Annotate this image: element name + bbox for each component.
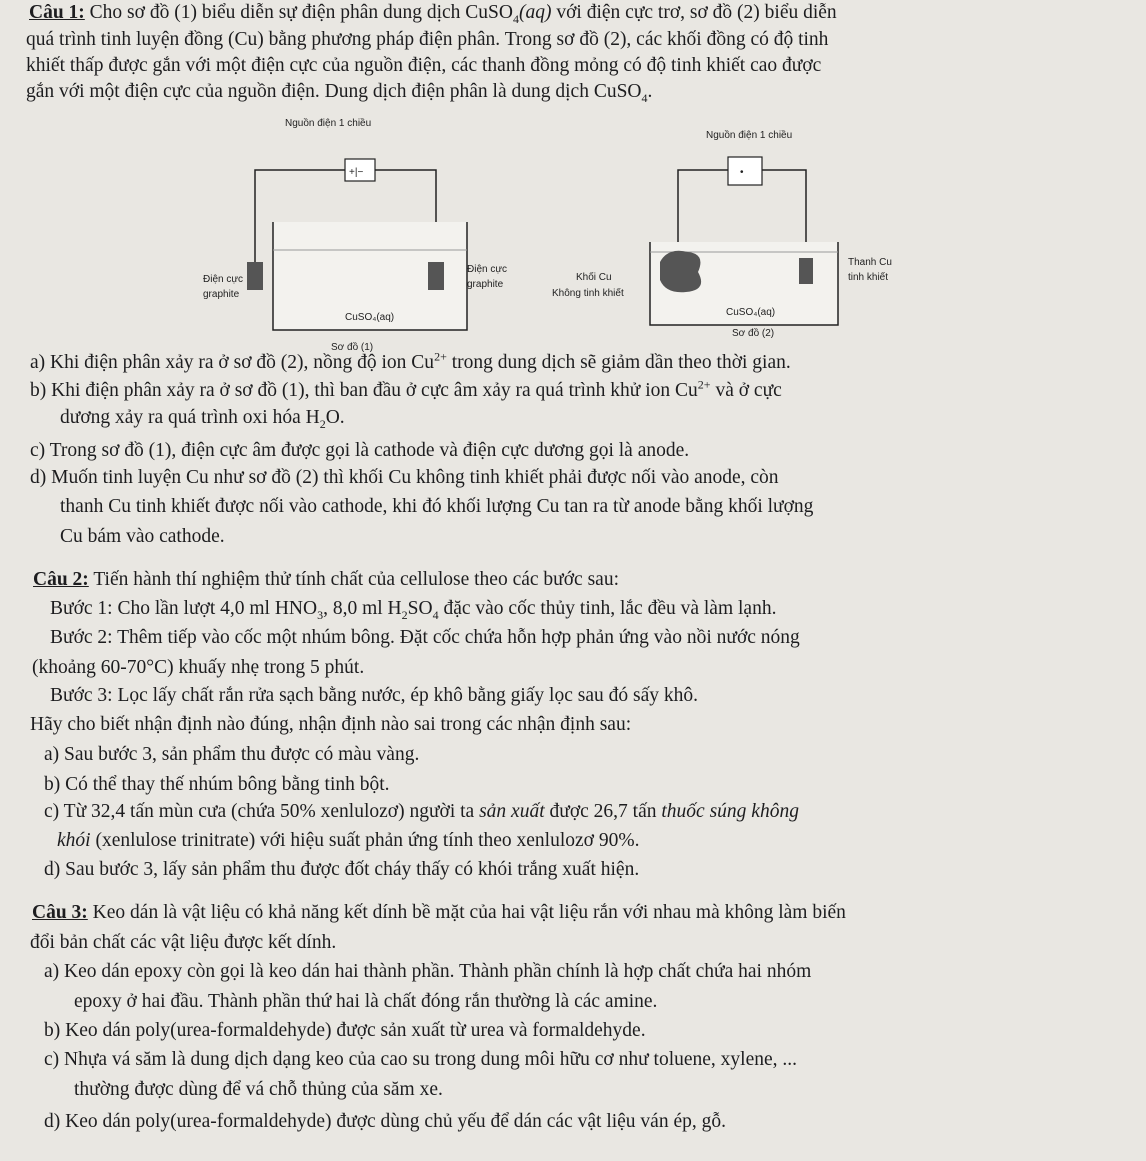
q1-intro-line-1: Câu 1: Cho sơ đồ (1) biểu diễn sự điện phân dung dịch CuSO$_4$(aq) với điện cực trơ, sơ đồ (2) biểu diễn: [29, 2, 837, 26]
q2-step-1: Bước 1: Cho lần lượt 4,0 ml $HNO_3$, 8,0 ml $H_2SO_4$ đặc vào cốc thủy tinh, lắc đều và làm lạnh.: [50, 598, 777, 622]
battery-symbol: +|−: [349, 167, 364, 178]
q3-statement-d: d) Keo dán poly(urea-formaldehyde) được dùng chủ yếu để dán các vật liệu ván ép, gỗ.: [44, 1111, 726, 1132]
battery-icon-2: [728, 157, 762, 185]
fig1-source-label: Nguồn điện 1 chiều: [285, 118, 372, 129]
q2-step-3: Bước 3: Lọc lấy chất rắn rửa sạch bằng nước, ép khô bằng giấy lọc sau đó sấy khô.: [50, 685, 698, 706]
q2-statement-a: a) Sau bước 3, sản phẩm thu được có màu vàng.: [44, 744, 420, 765]
q2-statement-b: b) Có thể thay thế nhúm bông bằng tinh bột.: [44, 774, 390, 795]
q1-statement-c: c) Trong sơ đồ (1), điện cực âm được gọi là cathode và điện cực dương gọi là anode.: [30, 440, 690, 461]
diagram-electrolysis-2: [548, 112, 928, 362]
q3-statement-c: c) Nhựa vá săm là dung dịch dạng keo của cao su trong dung môi hữu cơ như toluene, xylene, ...: [44, 1049, 798, 1070]
q3-intro: Câu 3: Keo dán là vật liệu có khả năng kết dính bề mặt của hai vật liệu rắn với nhau mà không làm biến: [32, 902, 846, 923]
fig2-pure-label: Thanh Cu: [848, 257, 892, 268]
svg-text:Không tinh khiết: Không tinh khiết: [552, 288, 624, 299]
fig1-caption: Sơ đồ (1): [331, 342, 374, 353]
q1-intro-line-4: gắn với một điện cực của nguồn điện. Dung dịch điện phân là dung dịch CuSO$_4$.: [26, 81, 653, 105]
diagram-electrolysis-1: [195, 112, 535, 362]
q2-ask: Hãy cho biết nhận định nào đúng, nhận định nào sai trong các nhận định sau:: [30, 714, 632, 735]
fig2-impure-label: Khối Cu: [576, 272, 612, 283]
q1-statement-a: a) Khi điện phân xảy ra ở sơ đồ (2), nồng độ ion $Cu^{2+}$ trong dung dịch sẽ giảm dần theo thời gian.: [30, 349, 791, 373]
q3-statement-a: a) Keo dán epoxy còn gọi là keo dán hai thành phần. Thành phần chính là hợp chất chứa hai nhóm: [44, 961, 812, 982]
q1-label: Câu 1:: [29, 2, 85, 23]
q1-intro-line-3: khiết thấp được gắn với một điện cực của nguồn điện, các thanh đồng mỏng có độ tinh khiết cao được: [26, 55, 822, 76]
fig2-source-label: Nguồn điện 1 chiều: [706, 130, 793, 141]
q1-statement-b-line-2: dương xảy ra quá trình oxi hóa $H_2O$.: [60, 407, 345, 431]
fig2-impure-cu-block: [660, 251, 701, 293]
fig2-solution-label: CuSO₄(aq): [726, 307, 776, 318]
q1-statement-d: d) Muốn tinh luyện Cu như sơ đồ (2) thì khối Cu không tinh khiết phải được nối vào anode, còn: [30, 467, 779, 488]
q1-intro-line-2: quá trình tinh luyện đồng (Cu) bằng phương pháp điện phân. Trong sơ đồ (2), các khối đồng có độ tinh: [26, 29, 829, 50]
q3-statement-b: b) Keo dán poly(urea-formaldehyde) được sản xuất từ urea và formaldehyde.: [44, 1020, 646, 1041]
q2-intro: Câu 2: Tiến hành thí nghiệm thử tính chất của cellulose theo các bước sau:: [33, 569, 620, 590]
q2-statement-d: d) Sau bước 3, lấy sản phẩm thu được đốt cháy thấy có khói trắng xuất hiện.: [44, 859, 640, 880]
fig1-left-electrode: [247, 262, 263, 290]
fig2-pure-cu-rod: [799, 258, 813, 284]
q3-statement-a-line-2: epoxy ở hai đầu. Thành phần thứ hai là chất đóng rắn thường là các amine.: [74, 991, 658, 1012]
q3-label: Câu 3:: [32, 902, 88, 923]
q3-intro-line-2: đổi bản chất các vật liệu được kết dính.: [30, 932, 337, 953]
q2-statement-c-line-2: khói (xenlulose trinitrate) với hiệu suất phản ứng tính theo xenlulozơ 90%.: [57, 830, 640, 851]
svg-text:graphite: graphite: [467, 279, 504, 290]
q2-step-2: Bước 2: Thêm tiếp vào cốc một nhúm bông. Đặt cốc chứa hỗn hợp phản ứng vào nồi nước nóng: [50, 627, 800, 648]
fig1-solution-label: CuSO₄(aq): [345, 312, 395, 323]
q2-step-2-line-2: (khoảng 60-70°C) khuấy nhẹ trong 5 phút.: [32, 657, 365, 678]
fig2-caption: Sơ đồ (2): [732, 328, 775, 339]
q2-label: Câu 2:: [33, 569, 89, 590]
svg-text:tinh khiết: tinh khiết: [848, 272, 889, 283]
q1-statement-d-line-3: Cu bám vào cathode.: [60, 526, 225, 547]
fig1-right-electrode-label: Điện cực: [467, 264, 508, 275]
fig1-left-electrode-label: Điện cực: [203, 274, 244, 285]
q3-statement-c-line-2: thường được dùng để vá chỗ thủng của săm xe.: [74, 1079, 443, 1100]
q2-statement-c: c) Từ 32,4 tấn mùn cưa (chứa 50% xenlulozơ) người ta sản xuất được 26,7 tấn thuốc súng không: [44, 801, 799, 822]
q1-statement-b: b) Khi điện phân xảy ra ở sơ đồ (1), thì ban đầu ở cực âm xảy ra quá trình khử ion $Cu^{2+}$ và ở cực: [30, 377, 782, 401]
fig1-right-electrode: [428, 262, 444, 290]
q1-statement-d-line-2: thanh Cu tinh khiết được nối vào cathode, khi đó khối lượng Cu tan ra từ anode bằng khối lượng: [60, 496, 814, 517]
battery-symbol-2: •: [740, 167, 744, 178]
svg-text:graphite: graphite: [203, 289, 240, 300]
